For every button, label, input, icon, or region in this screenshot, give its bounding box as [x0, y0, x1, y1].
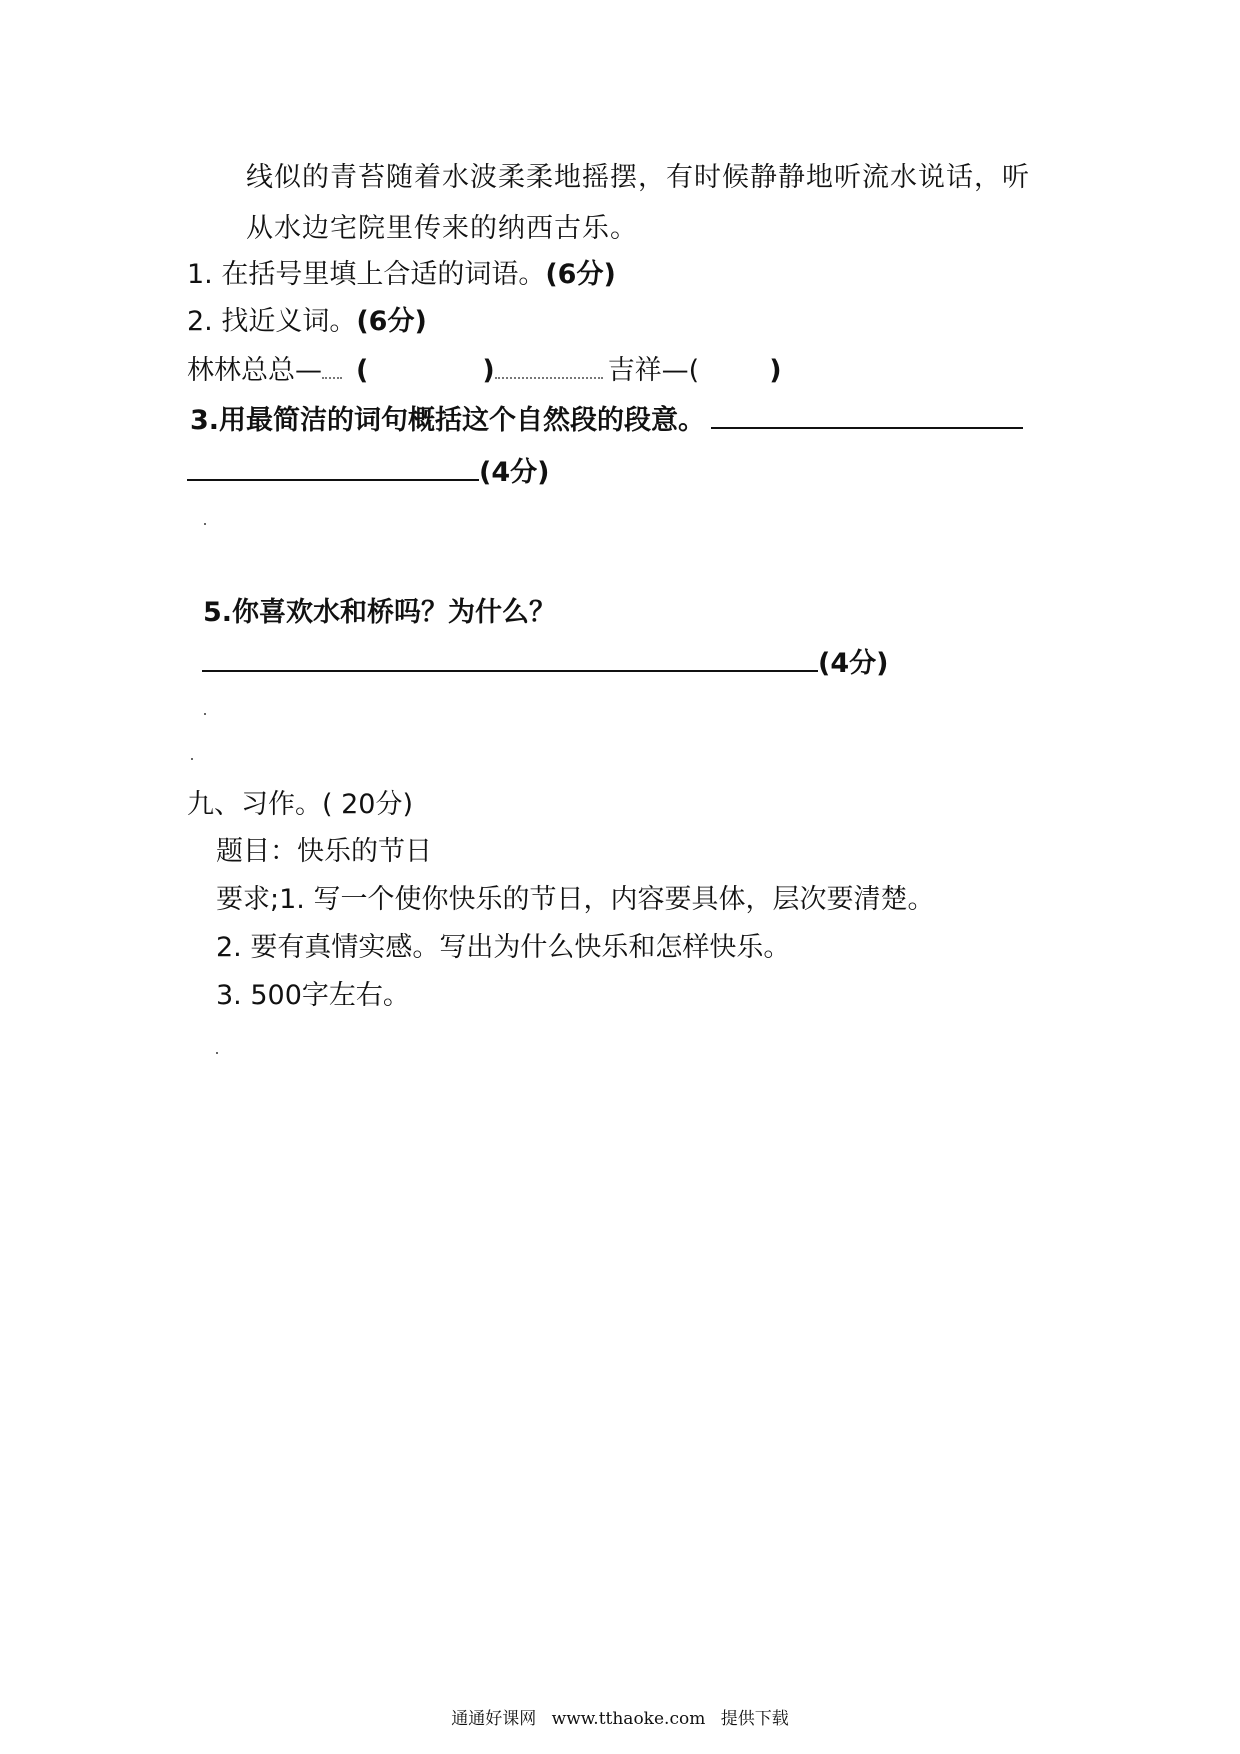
question-3-score: (4分) — [479, 457, 550, 488]
footer-url[interactable]: www.tthaoke.com — [551, 1709, 706, 1729]
question-3-text: 3.用最简洁的词句概括这个自然段的段意。 — [190, 405, 706, 436]
question-2 — [187, 305, 427, 339]
synonym-answer-1-open: ( — [356, 355, 369, 386]
question-3 — [190, 401, 1023, 438]
question-3-answer-line-2[interactable] — [187, 453, 479, 481]
question-1 — [187, 258, 616, 292]
question-1-text: 1. 在括号里填上合适的词语。 — [187, 259, 546, 290]
footer-site-name: 通通好课网 — [451, 1709, 537, 1729]
composition-requirement-3: 3. 500字左右。 — [216, 980, 410, 1011]
synonym-word-2: 吉祥—( — [607, 355, 700, 386]
question-5-answer-row — [202, 644, 888, 681]
footer — [0, 1704, 1240, 1729]
question-3-answer-line-1[interactable] — [711, 401, 1023, 429]
scan-speck — [204, 523, 206, 525]
composition-title: 题目：快乐的节日 — [216, 836, 432, 867]
synonym-word-1: 林林总总— — [187, 355, 322, 386]
composition-requirement-2: 2. 要有真情实感。写出为什么快乐和怎样快乐。 — [216, 932, 791, 963]
question-2-text: 2. 找近义词。 — [187, 306, 357, 337]
footer-suffix: 提供下载 — [720, 1709, 789, 1729]
synonym-row — [187, 354, 782, 388]
question-5-answer-line[interactable] — [202, 644, 818, 672]
question-5-score: (4分) — [818, 648, 889, 679]
composition-heading: 九、习作。( 20分) — [187, 789, 414, 820]
dotted-leader — [495, 355, 603, 379]
composition-requirement-1: 要求;1. 写一个使你快乐的节日，内容要具体，层次要清楚。 — [216, 884, 935, 915]
question-3-answer-row — [187, 453, 549, 490]
question-2-score: (6分) — [356, 306, 427, 337]
scan-speck — [216, 1052, 218, 1054]
scan-speck — [191, 758, 193, 760]
passage-line-1: 线似的青苔随着水波柔柔地摇摆，有时候静静地听流水说话，听 — [246, 162, 1030, 193]
synonym-answer-2-close: ) — [769, 355, 782, 386]
dotted-leader — [322, 355, 342, 379]
synonym-answer-1-close: ) — [482, 355, 495, 386]
question-1-score: (6分) — [545, 259, 616, 290]
passage-line-2: 从水边宅院里传来的纳西古乐。 — [246, 213, 638, 244]
question-5: 5.你喜欢水和桥吗？为什么？ — [203, 597, 557, 628]
scan-speck — [204, 713, 206, 715]
